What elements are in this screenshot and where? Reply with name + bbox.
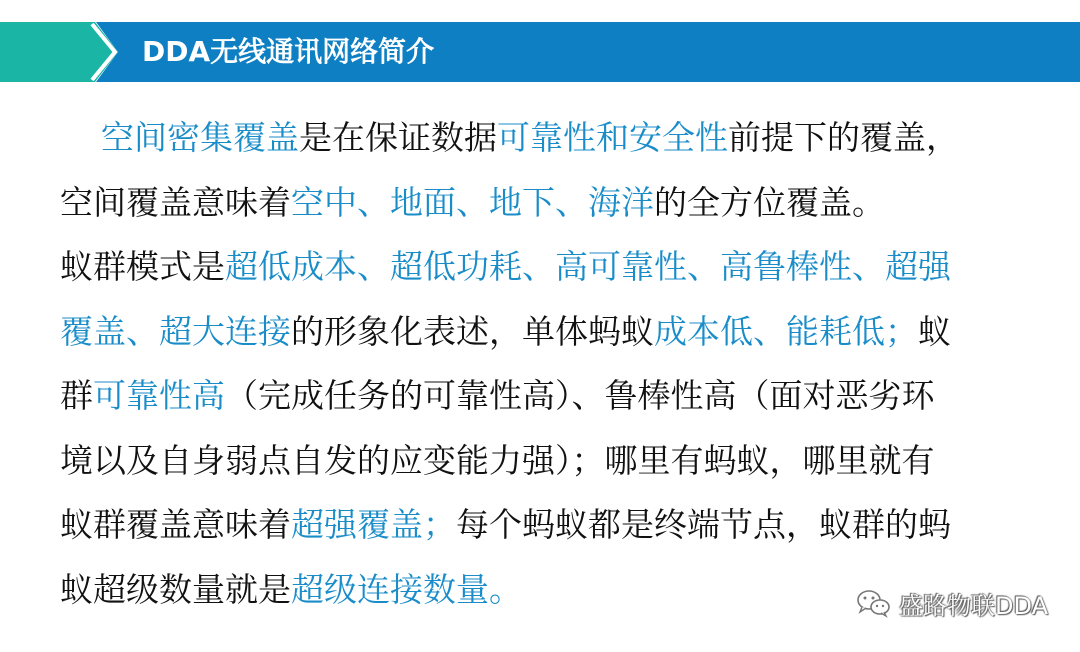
highlighted-text: 可靠性和安全性 [497, 118, 728, 157]
body-text: 空间覆盖意味着 [60, 182, 291, 222]
body-text: 前提下的覆盖， [728, 118, 959, 157]
body-line [60, 364, 1050, 429]
body-line [60, 106, 1050, 171]
body-text: 蚁群覆盖意味着 [60, 505, 291, 544]
highlighted-text: 超强覆盖； [291, 505, 456, 544]
body-text: 是在保证数据 [299, 118, 497, 157]
body-line [60, 171, 1050, 236]
highlighted-text: 超级连接数量。 [291, 569, 522, 609]
highlighted-text: 超低成本、超低功耗、高可靠性、高鲁棒性、超强 [225, 247, 951, 286]
highlighted-text: 可靠性高 [93, 376, 225, 415]
watermark-text: 盛路物联DDA [899, 591, 1048, 620]
slide-body-text [60, 106, 1050, 622]
body-text: 境以及自身弱点自发的应变能力强）；哪里有蚂蚁，哪里就有 [60, 440, 935, 480]
highlighted-text: 空间密集覆盖 [101, 118, 299, 157]
highlighted-text: 成本低、能耗低； [654, 311, 918, 351]
body-text: 蚁群模式是 [60, 247, 225, 286]
body-line [60, 300, 1050, 365]
body-text: 群 [60, 376, 93, 415]
body-text: 每个蚂蚁都是终端节点，蚁群的蚂 [456, 505, 951, 544]
body-text: 蚁超级数量就是 [60, 569, 291, 609]
body-text: 的形象化表述，单体蚂蚁 [291, 311, 654, 351]
watermark [855, 585, 1048, 621]
body-line [60, 493, 1050, 558]
title-banner [0, 22, 1080, 82]
body-text: （完成任务的可靠性高）、鲁棒性高（面对恶劣环 [225, 376, 935, 415]
wechat-icon [855, 588, 891, 618]
highlighted-text: 覆盖、超大连接 [60, 311, 291, 351]
body-line [60, 429, 1050, 494]
body-line [60, 235, 1050, 300]
highlighted-text: 空中、地面、地下、海洋 [291, 182, 654, 222]
body-text: 蚁 [918, 311, 951, 351]
slide-title: DDA无线通讯网络简介 [142, 35, 435, 68]
body-text: 的全方位覆盖。 [654, 182, 885, 222]
